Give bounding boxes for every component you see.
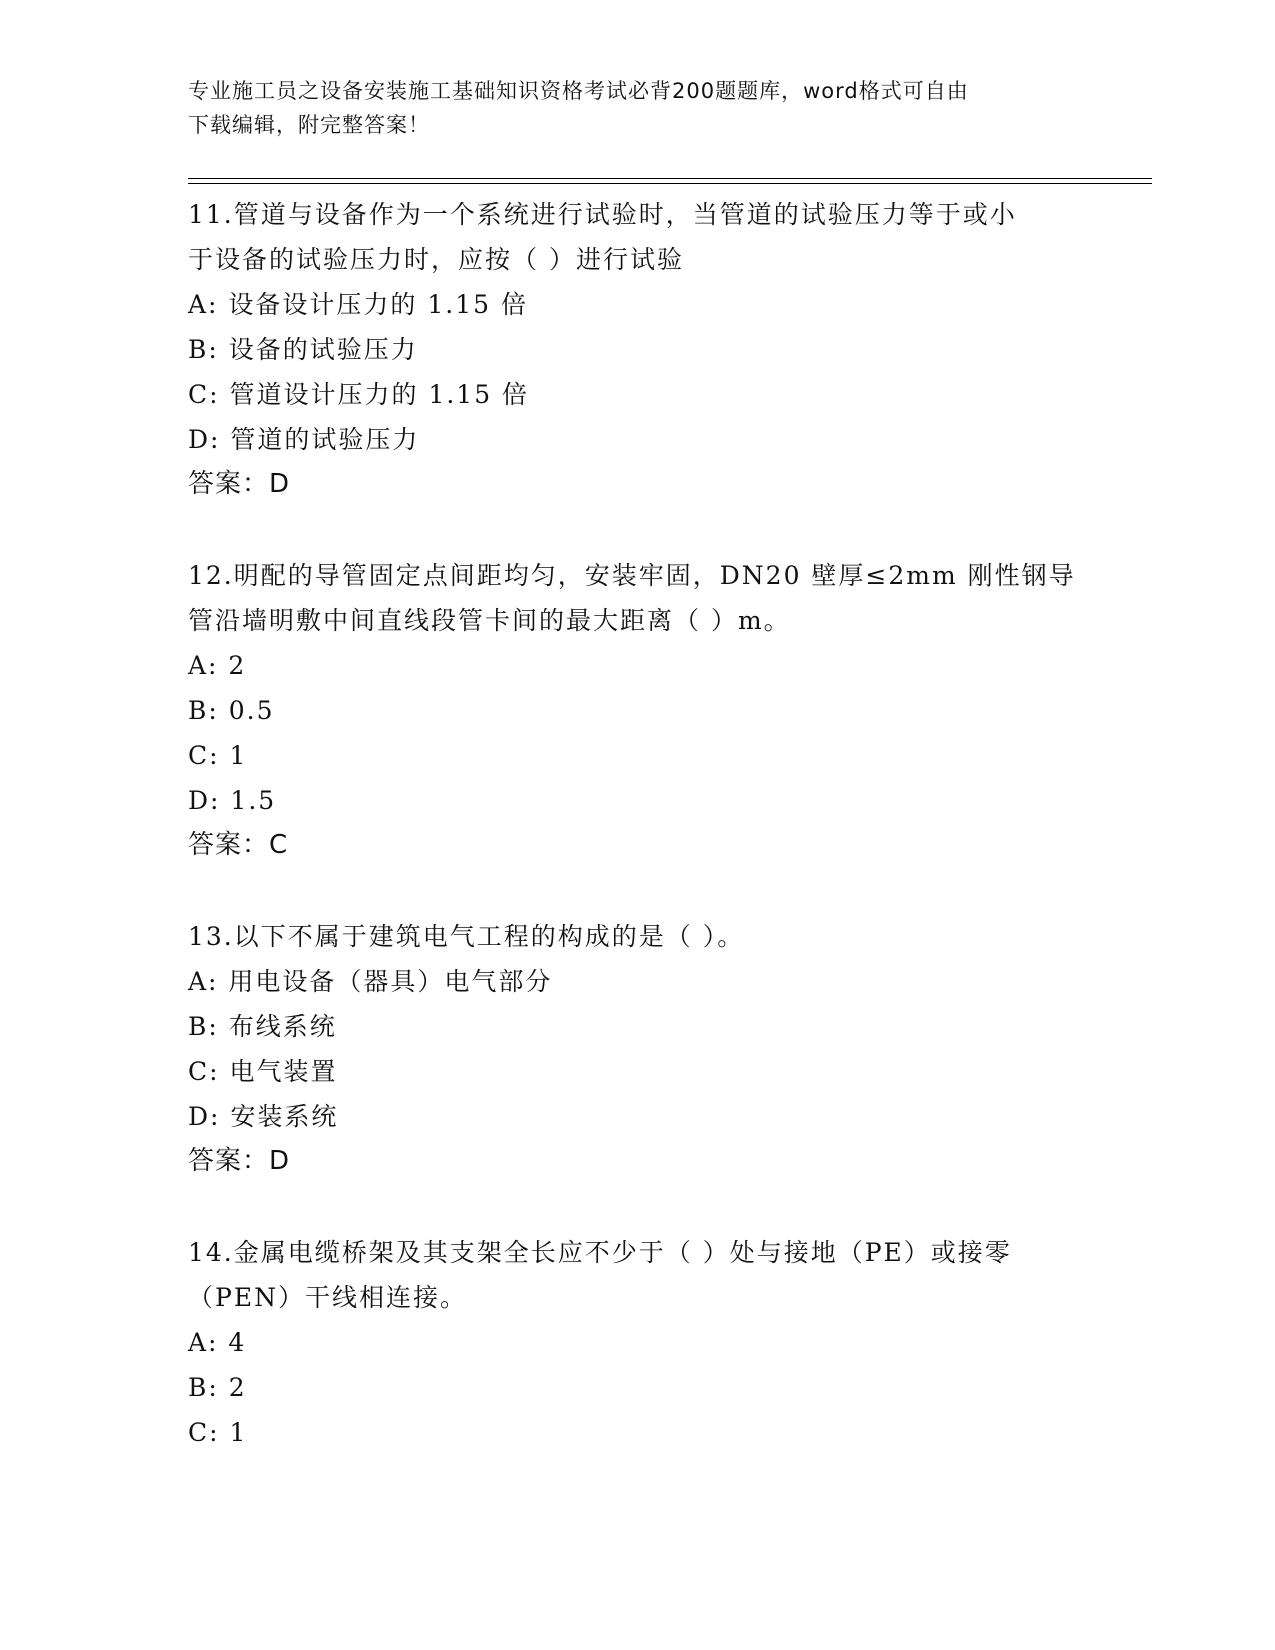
option-b: B: 0.5 — [188, 696, 275, 725]
question-stem-line: 管沿墙明敷中间直线段管卡间的最大距离（ ）m。 — [188, 606, 791, 635]
option-a: A: 2 — [188, 651, 247, 680]
question-stem-line: （PEN）干线相连接。 — [188, 1283, 467, 1312]
option-a: A: 4 — [188, 1328, 247, 1357]
option-a: A: 设备设计压力的 1.15 倍 — [188, 290, 528, 319]
question-stem-line: 于设备的试验压力时，应按（ ）进行试验 — [188, 245, 684, 274]
question-stem-line: 11.管道与设备作为一个系统进行试验时，当管道的试验压力等于或小 — [188, 200, 1017, 229]
document-header — [188, 74, 1068, 142]
option-c: C: 1 — [188, 1418, 248, 1447]
question-stem-line: 12.明配的导管固定点间距均匀，安装牢固，DN20 壁厚≤2mm 刚性钢导 — [188, 561, 1076, 590]
question-spacer — [188, 868, 1088, 914]
option-a: A: 用电设备（器具）电气部分 — [188, 967, 553, 996]
option-c: C: 1 — [188, 741, 248, 770]
header-divider-top — [188, 178, 1152, 179]
question-stem-line: 13.以下不属于建筑电气工程的构成的是（ ）。 — [188, 922, 745, 951]
answer-line: 答案：C — [188, 830, 289, 860]
option-c: C: 电气装置 — [188, 1057, 338, 1086]
question-14 — [188, 1230, 1088, 1455]
option-d: D: 安装系统 — [188, 1102, 339, 1131]
question-11 — [188, 192, 1088, 507]
question-spacer — [188, 507, 1088, 553]
question-13 — [188, 914, 1088, 1184]
header-line-2: 下载编辑，附完整答案！ — [188, 113, 430, 137]
question-stem-line: 14.金属电缆桥架及其支架全长应不少于（ ）处与接地（PE）或接零 — [188, 1238, 1012, 1267]
option-b: B: 布线系统 — [188, 1012, 337, 1041]
question-spacer — [188, 1184, 1088, 1230]
header-line-1: 专业施工员之设备安装施工基础知识资格考试必背200题题库，word格式可自由 — [188, 79, 969, 103]
option-d: D: 1.5 — [188, 786, 277, 815]
option-d: D: 管道的试验压力 — [188, 425, 420, 454]
answer-line: 答案：D — [188, 469, 291, 499]
option-b: B: 2 — [188, 1373, 247, 1402]
option-b: B: 设备的试验压力 — [188, 335, 418, 364]
answer-line: 答案：D — [188, 1146, 291, 1176]
question-list — [188, 192, 1088, 1455]
option-c: C: 管道设计压力的 1.15 倍 — [188, 380, 530, 409]
question-12 — [188, 553, 1088, 868]
header-divider-bottom — [188, 183, 1152, 184]
